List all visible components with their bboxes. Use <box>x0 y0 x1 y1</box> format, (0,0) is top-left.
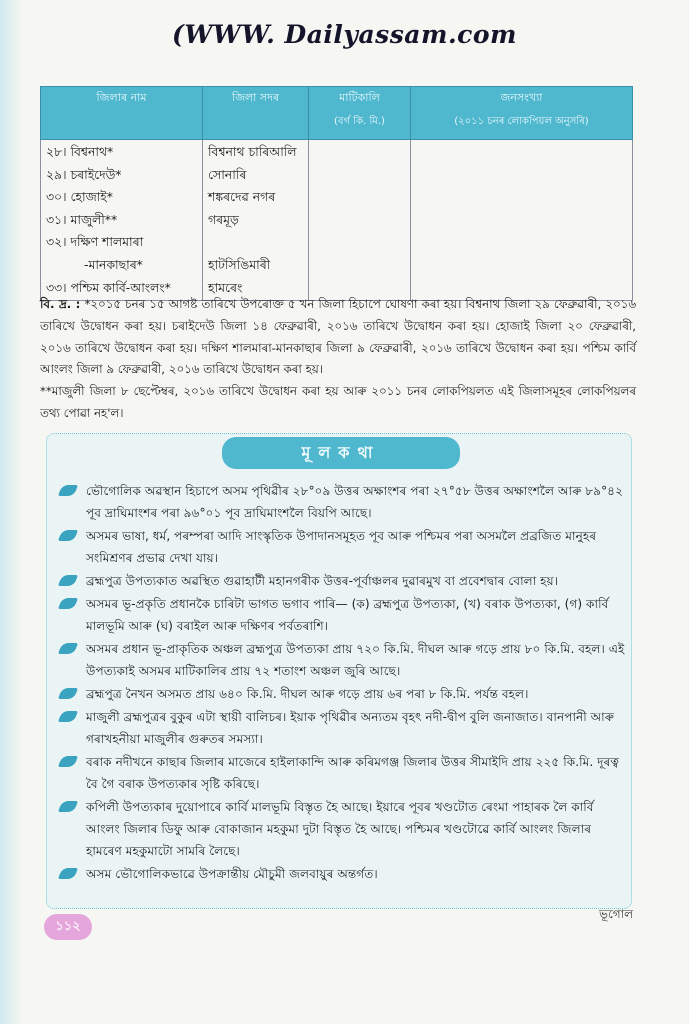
header-area-unit: (বৰ্গ কি. মি.) <box>334 116 385 127</box>
bullet-icon <box>58 801 78 812</box>
headquarters-name: সোনাৰি <box>208 166 247 182</box>
header-population-sub: (২০১১ চনৰ লোকপিয়ল অনুসৰি) <box>454 116 589 127</box>
bullet-icon <box>58 530 78 541</box>
summary-title: মূলকথা <box>222 437 460 469</box>
header-district: জিলাৰ নাম <box>41 87 203 140</box>
note-paragraph <box>40 294 636 381</box>
bullet-icon <box>58 485 78 496</box>
district-notes <box>40 294 636 425</box>
area-cell <box>309 140 411 301</box>
district-name: ৩১। মাজুলী** <box>46 211 118 227</box>
list-item: ব্ৰহ্মপুত্ৰ উপত্যকাত অৱস্থিত গুৱাহাটী মহানগৰীক উত্তৰ-পূৰ্বাঞ্চলৰ দুৱাৰমুখ বা প্ৰবেশদ্বাৰ বোলা হয়। <box>58 570 628 592</box>
bullet-icon <box>58 711 78 722</box>
note-text: *২০১৫ চনৰ ১৫ আগষ্ট তাৰিখে উপৰোক্ত ৫ খন জিলা হিচাপে ঘোষণা কৰা হয়। বিশ্বনাথ জিলা ২৯ ফেব্ৰুৱাৰী, ২০১৬ তাৰিখে উদ্বোধন কৰা হয়। চৰাইদেউ জিলা ১৪ ফেব্ৰুৱাৰী, ২০১৬ তাৰিখে উদ্বোধন কৰা হয়। হোজাই জিলা ২০ ফেব্ৰুৱাৰী, ২০১৬ তাৰিখে উদ্বোধন কৰা হয়। দক্ষিণ শালমাৰা-মানকাছাৰ জিলা ৯ ফেব্ৰুৱাৰী, ২০১৬ তাৰিখে উদ্বোধন কৰা হয়। পশ্চিম কাৰ্বি আংলং জিলা ৯ ফেব্ৰুৱাৰী, ২০১৬ তাৰিখে উদ্বোধন কৰা হয়। <box>40 297 636 377</box>
headquarters-name <box>208 231 303 254</box>
district-name: ২৮। বিশ্বনাথ* <box>46 144 114 159</box>
districts-table <box>40 86 632 301</box>
district-name: -মানকাছাৰ* <box>84 256 143 272</box>
list-item: অসমৰ প্ৰধান ভূ-প্ৰাকৃতিক অঞ্চল ব্ৰহ্মপুত্ৰ উপত্যকা প্ৰায় ৭২০ কি.মি. দীঘল আৰু গড়ে প্ৰায় ৮০ কি.মি. বহল। এই উপত্যকাই অসমৰ মাটিকালিৰ প্ৰায় ৭২ শতাংশ অঞ্চল জুৰি আছে। <box>58 638 628 682</box>
district-name: ৩২। দক্ষিণ শালমাৰা <box>46 234 144 250</box>
headquarters-name: হামৰেং <box>208 279 243 295</box>
population-cell <box>411 140 633 301</box>
list-item: অসমৰ ভাষা, ধৰ্ম, পৰম্পৰা আদি সাংস্কৃতিক উপাদানসমূহত পূব আৰু পশ্চিমৰ পৰা অসমলৈ প্ৰব্ৰজিত মানুহৰ সংমিশ্ৰণৰ প্ৰভাৱ দেখা যায়। <box>58 525 628 569</box>
bullet-icon <box>58 643 78 654</box>
headquarters-name: বিশ্বনাথ চাৰিআলি <box>208 144 297 159</box>
headquarters-cell <box>203 140 309 301</box>
bullet-icon <box>58 575 78 586</box>
district-name: ২৯। চৰাইদেউ* <box>46 166 122 182</box>
list-item: বৰাক নদীখনে কাছাৰ জিলাৰ মাজেৰে হাইলাকান্দি আৰু কৰিমগঞ্জ জিলাৰ উত্তৰ সীমাইদি প্ৰায় ২২৫ কি.মি. দূৰত্ব বৈ গৈ বৰাক উপত্যকাৰ সৃষ্টি কৰিছে। <box>58 751 628 795</box>
header-headquarters: জিলা সদৰ <box>203 87 309 140</box>
bullet-icon <box>58 756 78 767</box>
district-name: ৩৩। পশ্চিম কাৰ্বি-আংলং* <box>46 279 171 295</box>
note-label: বি. দ্ৰ. : <box>40 297 81 311</box>
headquarters-name: শঙ্কৰদেৱ নগৰ <box>208 189 276 205</box>
list-item: অসমৰ ভূ-প্ৰকৃতি প্ৰধানকৈ চাৰিটা ভাগত ভগাব পাৰি— (ক) ব্ৰহ্মপুত্ৰ উপত্যকা, (খ) বৰাক উপত্যকা, (গ) কাৰ্বি মালভূমি আৰু (ঘ) বৰাইল আৰু দক্ষিণৰ পৰ্বতৰাশি। <box>58 593 628 637</box>
page-number-badge: ১১২ <box>44 914 92 940</box>
list-item: কপিলী উপত্যকাৰ দুয়োপাৰে কাৰ্বি মালভূমি বিস্তৃত হৈ আছে। ইয়াৰে পূবৰ খণ্ডটোত ৰেংমা পাহাৰক লৈ কাৰ্বি আংলং জিলাৰ ডিফু আৰু বোকাজান মহকুমা দুটা বিস্তৃত হৈ আছে। পশ্চিমৰ খণ্ডটোৱে কাৰ্বি আংলং জিলাৰ হামৰেণ মহকুমাটো সামৰি লৈছে। <box>58 796 628 862</box>
bullet-icon <box>58 598 78 609</box>
bullet-icon <box>58 688 78 699</box>
subject-label: ভূগোল <box>599 907 634 921</box>
page-edge-shadow <box>0 0 22 1024</box>
district-cell <box>41 140 203 301</box>
header-area: মাটিকালি (বৰ্গ কি. মি.) <box>309 87 411 140</box>
list-item: ব্ৰহ্মপুত্ৰ নৈখন অসমত প্ৰায় ৬৪০ কি.মি. দীঘল আৰু গড়ে প্ৰায় ৬ৰ পৰা ৮ কি.মি. পৰ্যন্ত বহল। <box>58 683 628 705</box>
district-name: ৩০। হোজাই* <box>46 189 113 205</box>
website-watermark: (WWW. Dailyassam.com <box>171 20 518 49</box>
note-paragraph: **মাজুলী জিলা ৮ ছেপ্টেম্বৰ, ২০১৬ তাৰিখে উদ্বোধন কৰা হয় আৰু ২০১১ চনৰ লোকপিয়লত এই জিলাসমূহৰ লোকপিয়লৰ তথ্য পোৱা নহ'ল। <box>40 384 636 420</box>
header-population: জনসংখ্যা (২০১১ চনৰ লোকপিয়ল অনুসৰি) <box>411 87 633 140</box>
bullet-icon <box>58 868 78 879</box>
table-header-row <box>41 87 633 140</box>
headquarters-name: হাটসিঙিমাৰী <box>208 256 271 272</box>
table-row <box>41 140 633 301</box>
summary-list <box>58 480 628 886</box>
list-item: মাজুলী ব্ৰহ্মপুত্ৰৰ বুকুৰ এটা স্থায়ী বালিচৰ। ইয়াক পৃথিৱীৰ অন্যতম বৃহৎ নদী-দ্বীপ বুলি জনাজাত। বানপানী আৰু গৰাখহনীয়া মাজুলীৰ গুৰুতৰ সমস্যা। <box>58 706 628 750</box>
list-item: ভৌগোলিক অৱস্থান হিচাপে অসম পৃথিৱীৰ ২৮°০৯ উত্তৰ অক্ষাংশৰ পৰা ২৭°৫৮ উত্তৰ অক্ষাংশলৈ আৰু ৮৯°৪২ পূব দ্ৰাঘিমাংশৰ পৰা ৯৬°০১ পূব দ্ৰাঘিমাংশলৈ বিয়পি আছে। <box>58 480 628 524</box>
headquarters-name: গৰমূড় <box>208 211 239 227</box>
list-item: অসম ভৌগোলিকভাৱে উপক্ৰান্তীয় মৌচুমী জলবায়ুৰ অন্তৰ্গত। <box>58 863 628 885</box>
